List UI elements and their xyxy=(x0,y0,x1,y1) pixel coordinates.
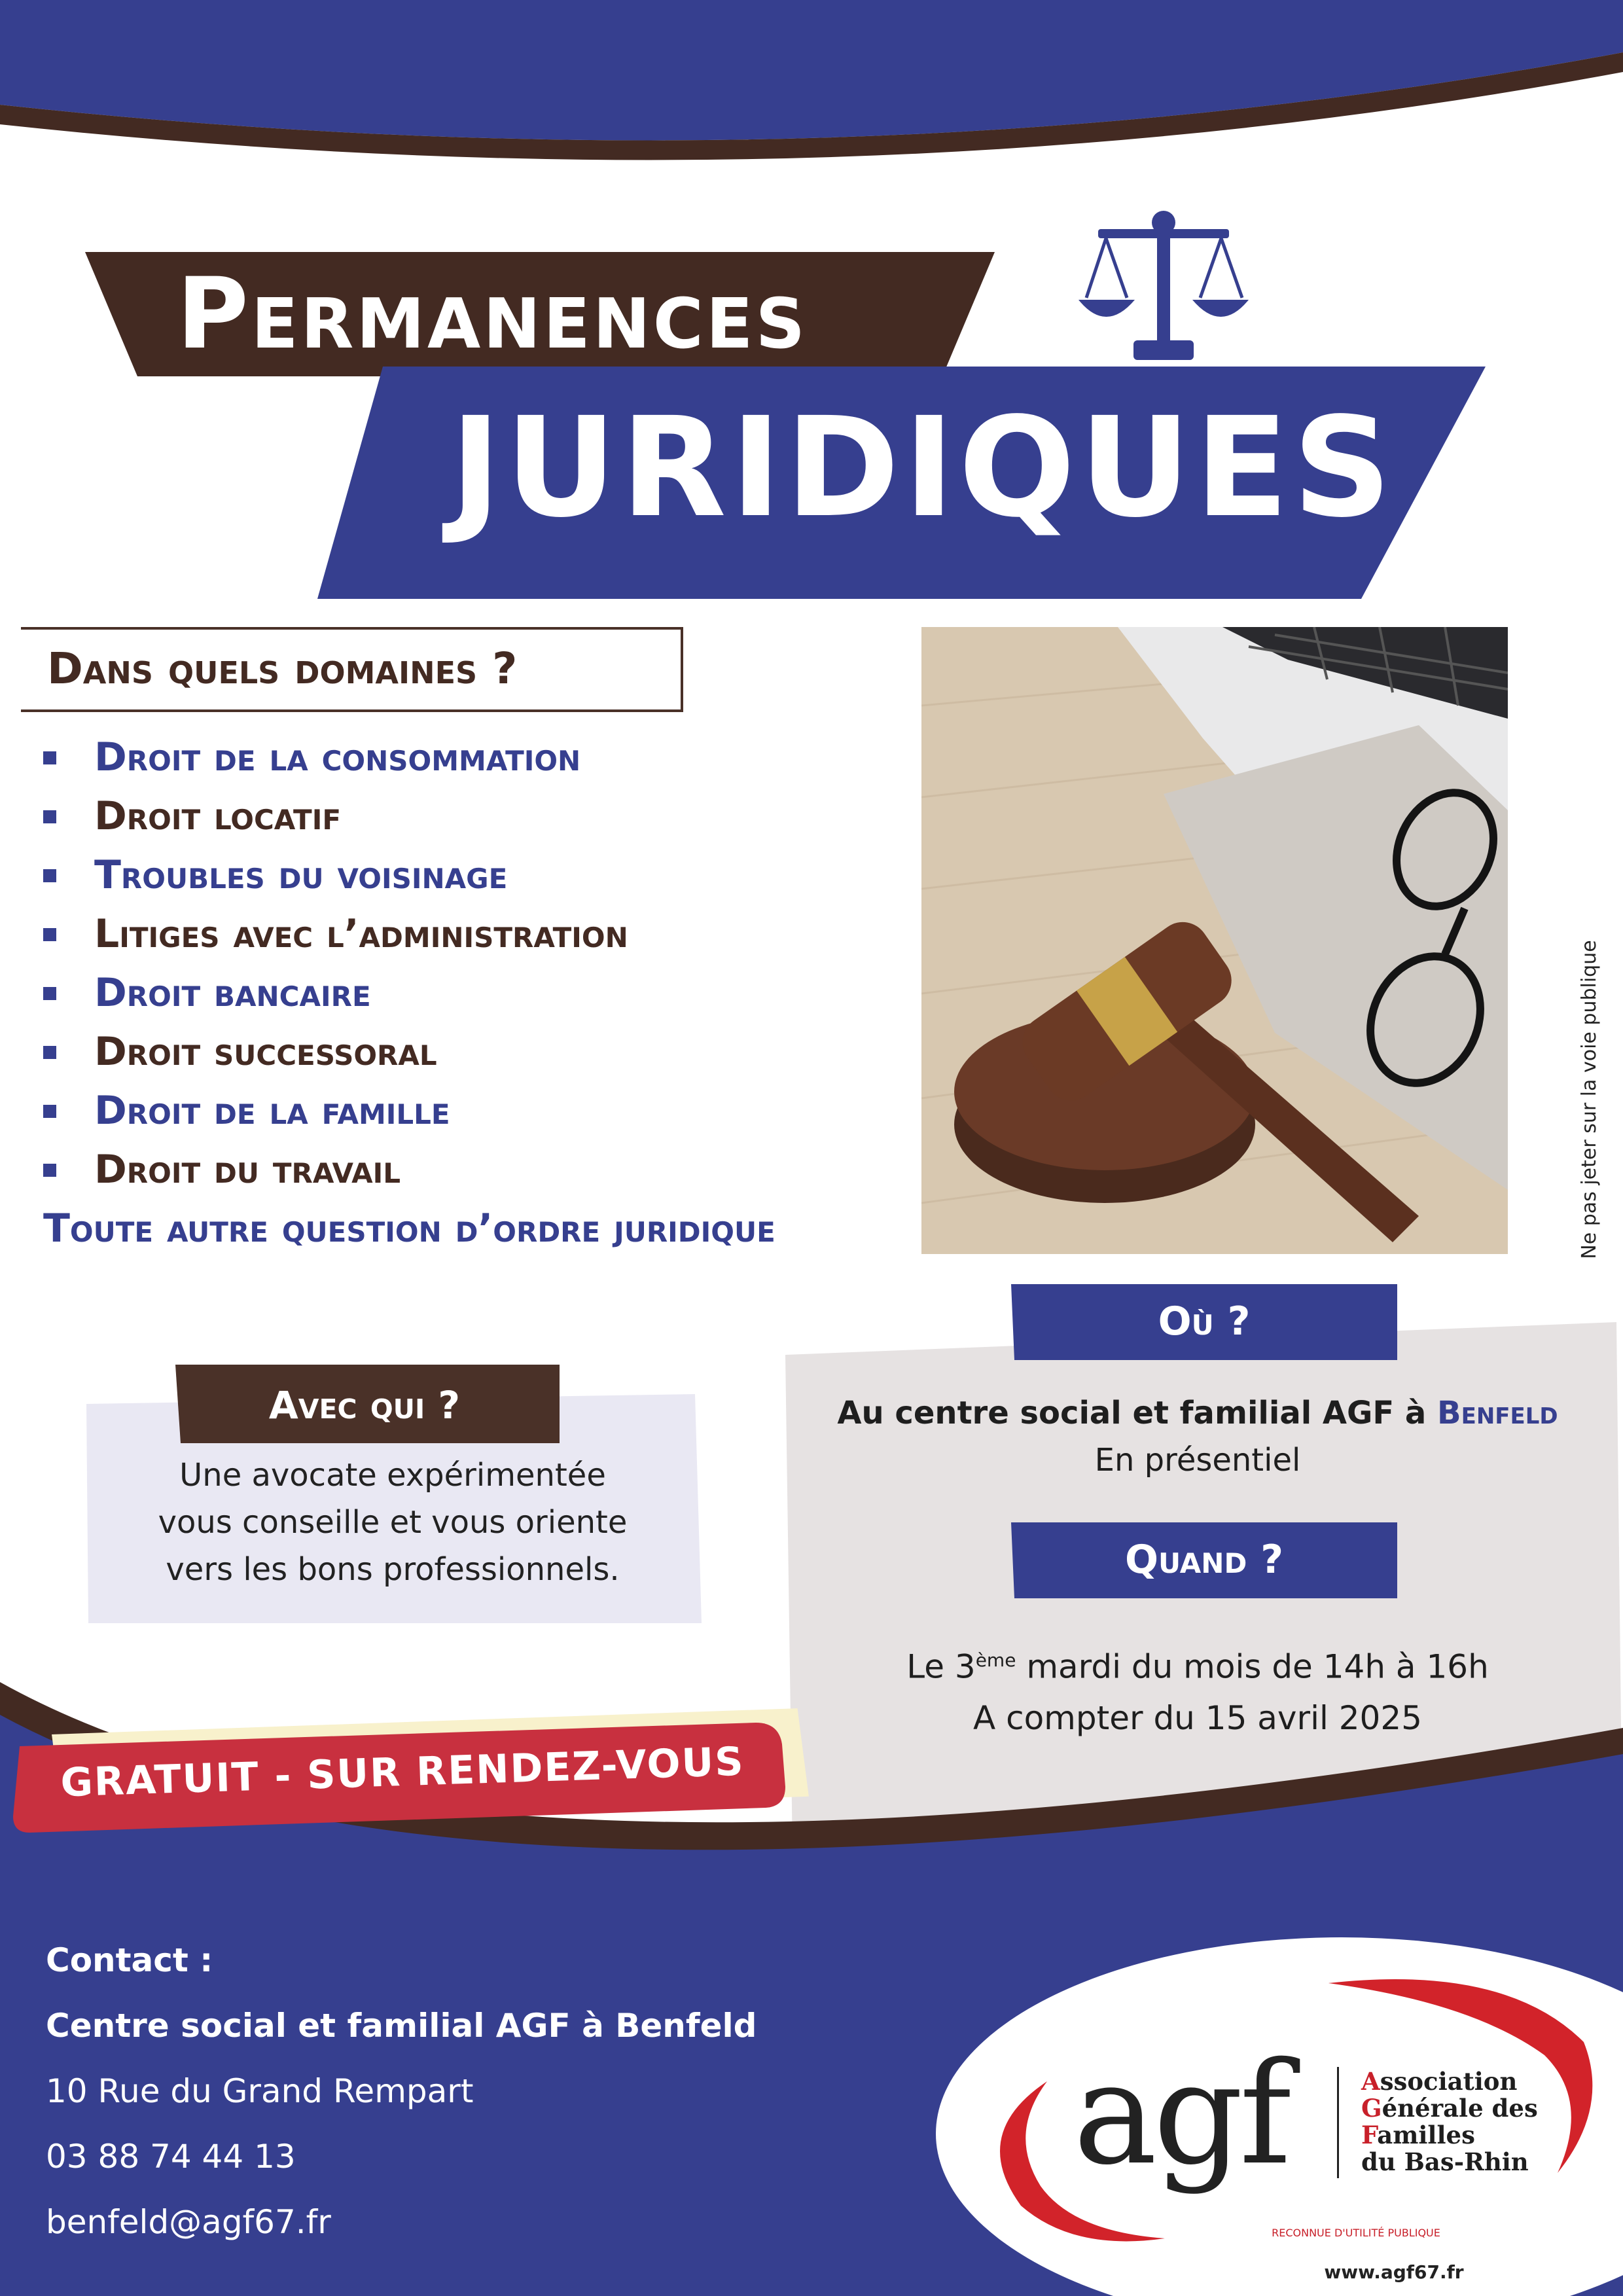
quand-label: Quand ? xyxy=(1124,1537,1284,1583)
logo-name-line xyxy=(1361,2122,1577,2149)
logo-name-rest: énérale des xyxy=(1382,2094,1538,2123)
gavel-laptop-photo xyxy=(921,627,1508,1254)
list-item xyxy=(39,1022,916,1081)
quand-day-sup: ème xyxy=(975,1649,1016,1671)
logo-name-line xyxy=(1361,2068,1577,2095)
website-link[interactable]: www.agf67.fr xyxy=(1324,2261,1464,2283)
list-item xyxy=(39,787,916,846)
title-line1: Permanences xyxy=(177,257,808,371)
domain-label: Droit de la famille xyxy=(94,1088,450,1134)
logo-initial: G xyxy=(1361,2094,1382,2123)
square-bullet-icon xyxy=(43,1164,56,1177)
domain-label: Droit locatif xyxy=(94,793,342,839)
ou-location xyxy=(792,1386,1603,1440)
quand-day-prefix: Le 3 xyxy=(906,1647,976,1686)
contact-email[interactable]: benfeld@agf67.fr xyxy=(46,2203,331,2241)
top-blue-band xyxy=(0,0,1623,140)
square-bullet-icon xyxy=(43,987,56,1000)
contact-phone[interactable]: 03 88 74 44 13 xyxy=(46,2138,296,2176)
logo-separator xyxy=(1337,2067,1339,2178)
quand-line2: A compter du 15 avril 2025 xyxy=(973,1698,1422,1737)
domain-label: Droit du travail xyxy=(94,1147,401,1193)
logo-name-rest: du Bas-Rhin xyxy=(1361,2147,1529,2176)
logo-name-rest: amilles xyxy=(1377,2121,1475,2149)
list-item xyxy=(39,728,916,787)
square-bullet-icon xyxy=(43,869,56,882)
square-bullet-icon xyxy=(43,810,56,823)
domain-label: Droit de la consommation xyxy=(94,734,581,780)
square-bullet-icon xyxy=(43,1046,56,1059)
square-bullet-icon xyxy=(43,928,56,941)
title-line2: JURIDIQUES xyxy=(450,387,1396,548)
logo-initial: F xyxy=(1361,2121,1378,2149)
domain-label: Troubles du voisinage xyxy=(94,852,508,898)
logo-name-line xyxy=(1361,2149,1577,2176)
domains-other: Toute autre question d’ordre juridique xyxy=(43,1206,776,1251)
list-item xyxy=(39,846,916,905)
square-bullet-icon xyxy=(43,1105,56,1118)
logo-initial: A xyxy=(1361,2067,1380,2096)
list-item xyxy=(39,905,916,963)
ou-location-prefix: Au centre social et familial AGF à xyxy=(837,1395,1427,1431)
domains-list xyxy=(39,728,916,1199)
ou-label: Où ? xyxy=(1158,1299,1251,1344)
disposal-note: Ne pas jeter sur la voie publique xyxy=(1578,940,1601,1259)
quand-day-rest: mardi du mois de 14h à 16h xyxy=(1016,1647,1489,1686)
avec-label: Avec qui ? xyxy=(268,1383,461,1427)
domain-label: Droit bancaire xyxy=(94,970,371,1016)
avec-line: vous conseille et vous oriente xyxy=(158,1504,628,1541)
avec-description xyxy=(98,1452,687,1593)
logo-name-line xyxy=(1361,2095,1577,2122)
scales-icon xyxy=(1079,211,1249,360)
ou-mode: En présentiel xyxy=(1094,1442,1301,1479)
ou-location-city: Benfeld xyxy=(1437,1395,1558,1431)
contact-name: Centre social et familial AGF à Benfeld xyxy=(46,2007,757,2045)
list-item xyxy=(39,1140,916,1199)
contact-label: Contact : xyxy=(46,1941,213,1979)
free-appointment-badge: GRATUIT - SUR RENDEZ-VOUS xyxy=(60,1738,745,1806)
quand-line1 xyxy=(792,1635,1603,1693)
list-item xyxy=(39,1081,916,1140)
square-bullet-icon xyxy=(43,751,56,764)
contact-address: 10 Rue du Grand Rempart xyxy=(46,2072,474,2110)
avec-line: vers les bons professionnels. xyxy=(166,1551,620,1588)
list-item xyxy=(39,963,916,1022)
domains-heading: Dans quels domaines ? xyxy=(47,643,518,694)
domain-label: Droit successoral xyxy=(94,1029,437,1075)
logo-recognition: RECONNUE D'UTILITÉ PUBLIQUE xyxy=(1272,2227,1440,2239)
agf-logo-name xyxy=(1361,2068,1577,2176)
avec-line: Une avocate expérimentée xyxy=(179,1457,606,1494)
logo-name-rest: ssociation xyxy=(1380,2067,1518,2096)
agf-logo-wordmark: agf xyxy=(1073,2032,1288,2196)
domain-label: Litiges avec l’administration xyxy=(94,911,628,957)
quand-schedule xyxy=(792,1635,1603,1744)
